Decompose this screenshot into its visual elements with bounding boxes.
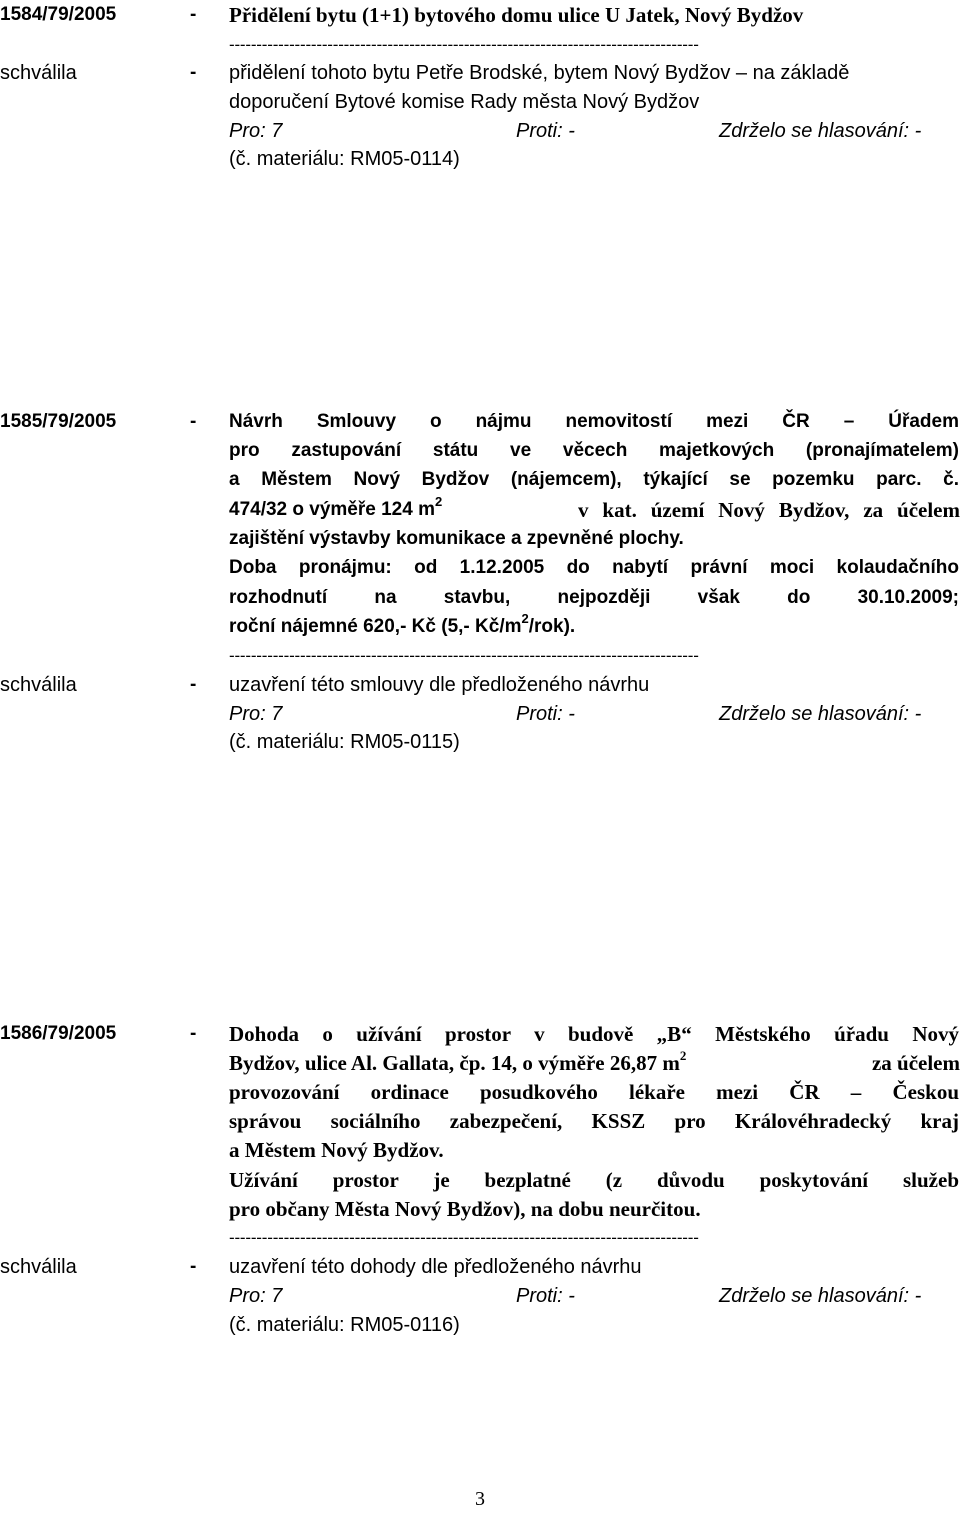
number-dash: - bbox=[190, 411, 197, 432]
action-label: schválila bbox=[0, 1256, 77, 1278]
action-label: schválila bbox=[0, 62, 77, 84]
material-number: (č. materiálu: RM05-0116) bbox=[229, 1314, 460, 1336]
superscript: 2 bbox=[679, 1048, 687, 1063]
action-dash: - bbox=[190, 62, 197, 83]
material-number: (č. materiálu: RM05-0114) bbox=[229, 148, 460, 170]
number-dash: - bbox=[190, 1023, 197, 1044]
vote-zdrzelo: Zdrželo se hlasování: - bbox=[719, 703, 922, 725]
resolution-subject: Užívání prostor je bezplatné (z důvodu poskytování služeb bbox=[229, 1168, 959, 1192]
resolution-subject: pro občany Města Nový Bydžov), na dobu neurčitou. bbox=[229, 1197, 701, 1221]
resolution-subject: zajištění výstavby komunikace a zpevněné plochy. bbox=[229, 528, 684, 549]
separator-line: -------------------------------------------------------------------------------------- bbox=[229, 646, 699, 665]
resolution-subject: a Městem Nový Bydžov. bbox=[229, 1138, 444, 1162]
resolution-subject: v kat. území Nový Bydžov, za účelem bbox=[578, 498, 960, 522]
vote-pro: Pro: 7 bbox=[229, 703, 283, 725]
decision-text: uzavření této dohody dle předloženého návrhu bbox=[229, 1256, 642, 1278]
resolution-subject: Doba pronájmu: od 1.12.2005 do nabytí právní moci kolaudačního bbox=[229, 557, 959, 578]
resolution-subject: pro zastupování státu ve věcech majetkových (pronajímatelem) bbox=[229, 440, 959, 461]
subject-text: roční nájemné 620,- Kč (5,- Kč/m bbox=[229, 616, 522, 637]
subject-text: /rok). bbox=[528, 616, 576, 637]
superscript: 2 bbox=[435, 493, 443, 509]
resolution-subject: za účelem bbox=[871, 1051, 960, 1075]
separator-line: -------------------------------------------------------------------------------------- bbox=[229, 35, 699, 54]
page-number: 3 bbox=[475, 1488, 485, 1510]
resolution-subject: rozhodnutí na stavbu, nejpozději však do 30.10.2009; bbox=[229, 587, 959, 608]
resolution-subject: provozování ordinace posudkového lékaře mezi ČR – Českou bbox=[229, 1080, 959, 1104]
vote-pro: Pro: 7 bbox=[229, 1285, 283, 1307]
resolution-number: 1585/79/2005 bbox=[0, 411, 117, 432]
subject-text: 474/32 o výměře 124 m bbox=[229, 499, 435, 520]
vote-zdrzelo: Zdrželo se hlasování: - bbox=[719, 120, 922, 142]
resolution-subject: Návrh Smlouvy o nájmu nemovitostí mezi ČR – Úřadem bbox=[229, 411, 959, 432]
number-dash: - bbox=[190, 4, 197, 25]
resolution-subject bbox=[229, 1050, 789, 1076]
resolution-subject bbox=[229, 610, 959, 640]
decision-text: přidělení tohoto bytu Petře Brodské, bytem Nový Bydžov – na základě bbox=[229, 62, 850, 84]
action-dash: - bbox=[190, 1256, 197, 1277]
vote-proti: Proti: - bbox=[516, 703, 575, 725]
action-label: schválila bbox=[0, 674, 77, 696]
vote-proti: Proti: - bbox=[516, 120, 575, 142]
action-dash: - bbox=[190, 674, 197, 695]
resolution-subject: Dohoda o užívání prostor v budově „B“ Městského úřadu Nový bbox=[229, 1022, 959, 1046]
material-number: (č. materiálu: RM05-0115) bbox=[229, 731, 460, 753]
resolution-subject: Přidělení bytu (1+1) bytového domu ulice U Jatek, Nový Bydžov bbox=[229, 3, 804, 27]
vote-proti: Proti: - bbox=[516, 1285, 575, 1307]
decision-text: uzavření této smlouvy dle předloženého návrhu bbox=[229, 674, 650, 696]
resolution-number: 1586/79/2005 bbox=[0, 1023, 117, 1044]
vote-pro: Pro: 7 bbox=[229, 120, 283, 142]
decision-text: doporučení Bytové komise Rady města Nový Bydžov bbox=[229, 91, 700, 113]
vote-zdrzelo: Zdrželo se hlasování: - bbox=[719, 1285, 922, 1307]
resolution-number: 1584/79/2005 bbox=[0, 4, 117, 25]
resolution-subject: správou sociálního zabezpečení, KSSZ pro Královéhradecký kraj bbox=[229, 1109, 959, 1133]
superscript: 2 bbox=[521, 610, 529, 626]
resolution-subject: a Městem Nový Bydžov (nájemcem), týkající se pozemku parc. č. bbox=[229, 469, 959, 490]
subject-text: Bydžov, ulice Al. Gallata, čp. 14, o výměře 26,87 m bbox=[229, 1051, 680, 1075]
separator-line: -------------------------------------------------------------------------------------- bbox=[229, 1228, 699, 1247]
